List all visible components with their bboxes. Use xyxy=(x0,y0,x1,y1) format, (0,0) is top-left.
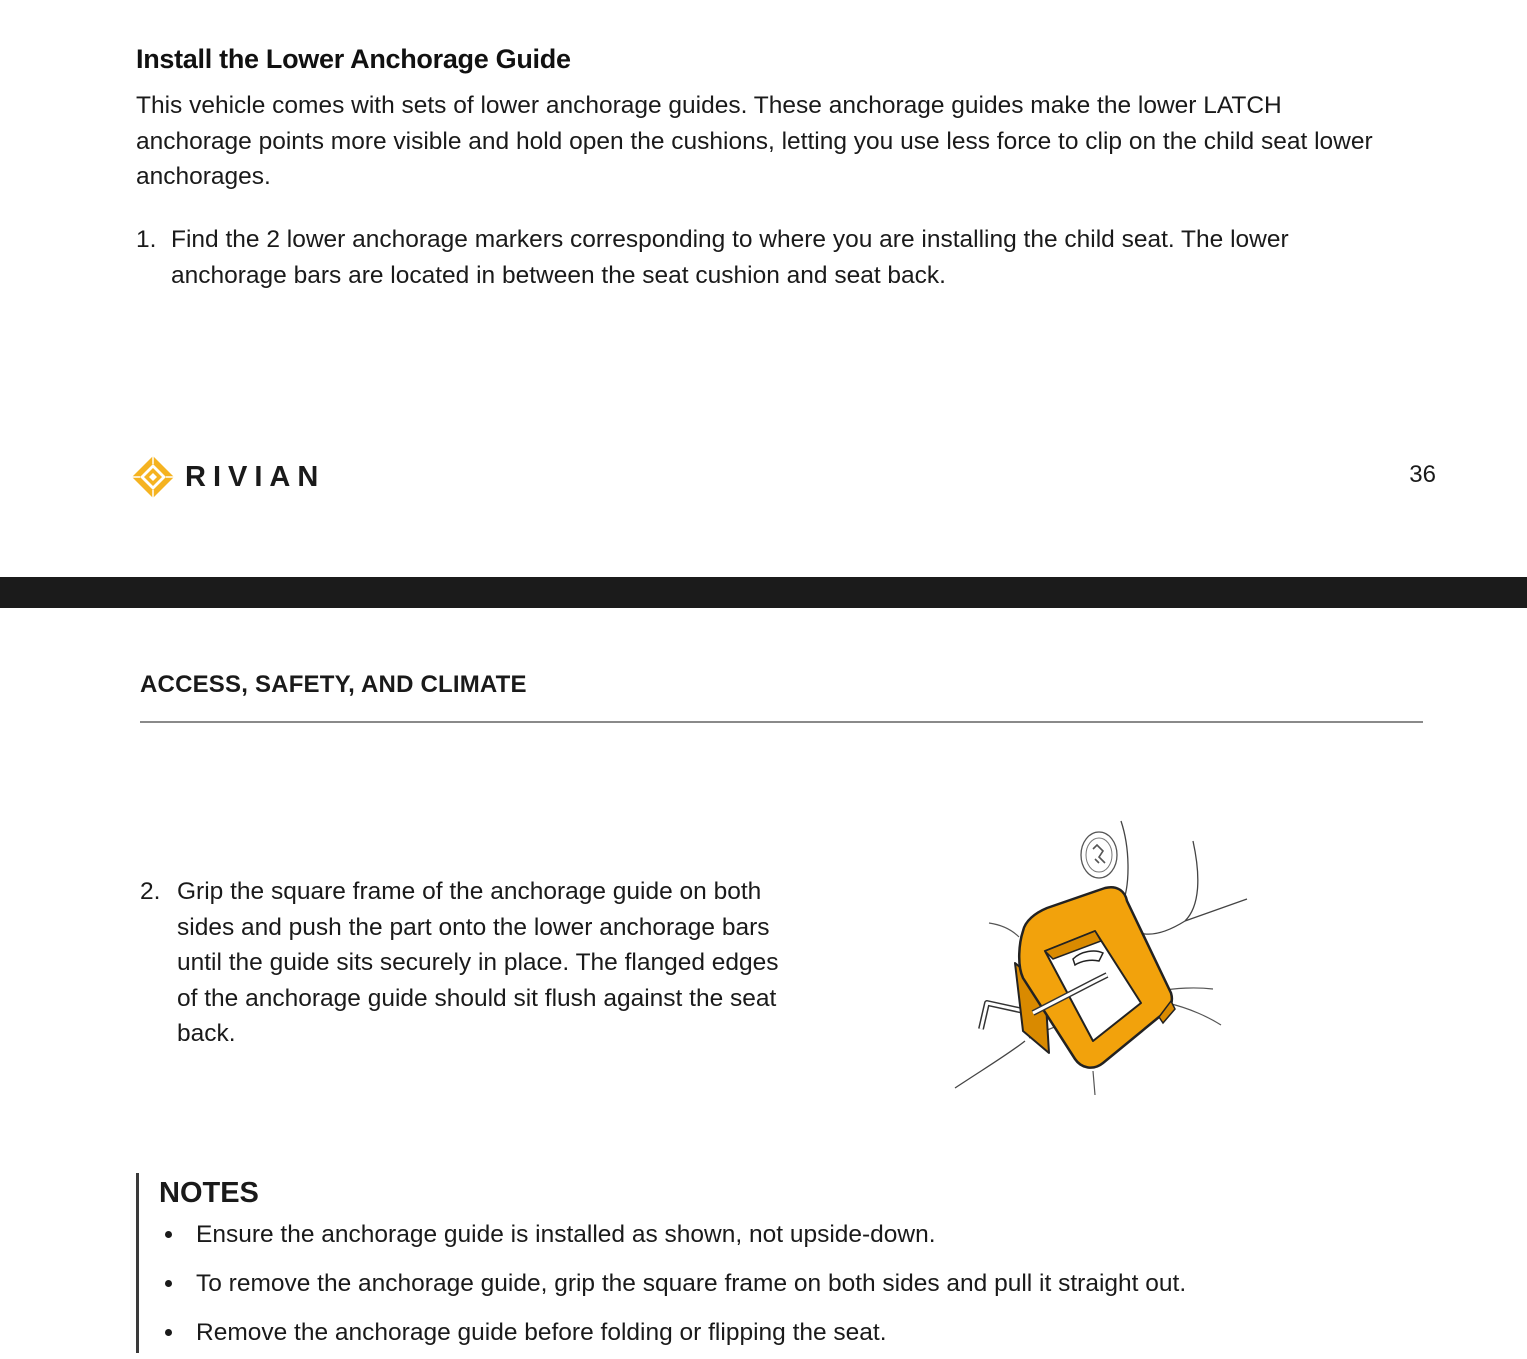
notes-title: NOTES xyxy=(159,1177,259,1209)
manual-page-37 xyxy=(0,608,1527,1359)
step-text: Find the 2 lower anchorage markers corresponding to where you are installing the child seat. The lower anchorage bars are located in between the seat cushion and seat back. xyxy=(171,226,1289,289)
bullet-icon xyxy=(165,1280,172,1287)
logo-wordmark: RIVIAN xyxy=(185,460,326,493)
note-text: Remove the anchorage guide before folding or flipping the seat. xyxy=(196,1319,887,1346)
step-text: Grip the square frame of the anchorage guide on both sides and push the part onto the lower anchorage bars until the guide sits securely in place. The flanged edges of the anchorage guide should sit flush against the seat back. xyxy=(177,878,779,1047)
note-item xyxy=(159,1315,1186,1359)
bullet-icon xyxy=(165,1329,172,1336)
intro-paragraph: This vehicle comes with sets of lower anchorage guides. These anchorage guides make the lower LATCH anchorage points more visible and hold open the cushions, letting you use less force to clip on the child seat lower anchorages. xyxy=(136,92,1373,190)
rivian-compass-icon xyxy=(130,454,176,500)
note-text: Ensure the anchorage guide is installed as shown, not upside-down. xyxy=(196,1221,936,1248)
step-number: 1. xyxy=(136,226,157,253)
note-item xyxy=(159,1217,1186,1266)
notes-box xyxy=(136,1173,1336,1353)
bullet-icon xyxy=(165,1231,172,1238)
notes-list xyxy=(159,1217,1186,1359)
page-separator xyxy=(0,577,1527,608)
note-text: To remove the anchorage guide, grip the square frame on both sides and pull it straight out. xyxy=(196,1270,1187,1297)
manual-page-36 xyxy=(0,0,1527,577)
chapter-header: ACCESS, SAFETY, AND CLIMATE xyxy=(140,671,527,698)
rivian-logo xyxy=(130,454,325,500)
page-number: 36 xyxy=(1409,461,1436,488)
section-title: Install the Lower Anchorage Guide xyxy=(136,44,571,74)
note-item xyxy=(159,1266,1186,1315)
header-rule xyxy=(140,721,1423,723)
step-number: 2. xyxy=(140,878,161,905)
anchorage-guide-illustration xyxy=(945,813,1265,1103)
